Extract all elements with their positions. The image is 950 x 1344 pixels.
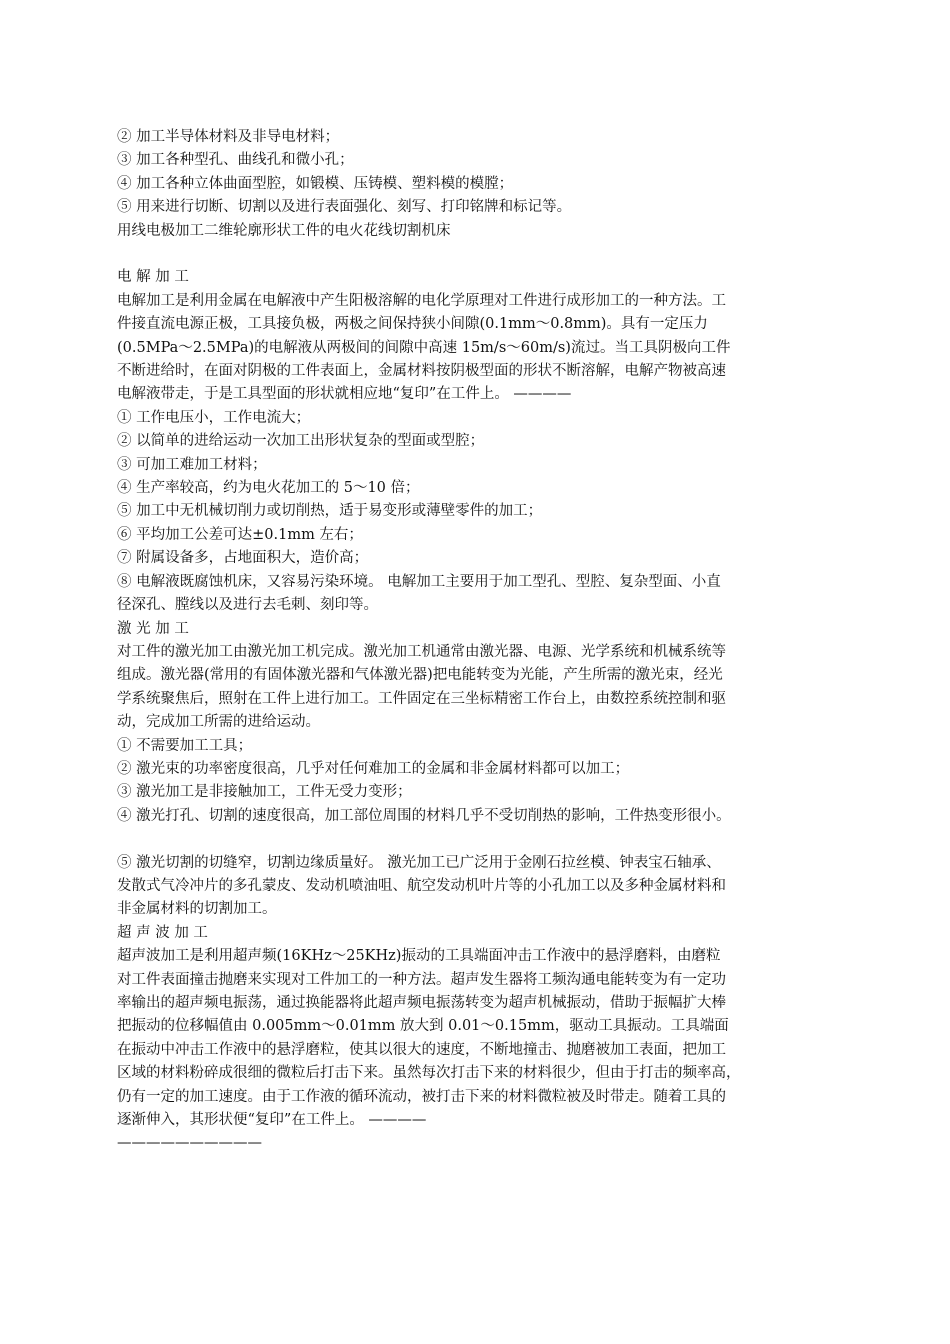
list-item-ecm-1: ① 工作电压小，工作电流大； (117, 409, 311, 426)
paragraph-line: 超声波加工是利用超声频(16KHz～25KHz)振动的工具端面冲击工作液中的悬浮磨料，由磨粒 (117, 948, 721, 965)
paragraph-line: 电解加工是利用金属在电解液中产生阳极溶解的电化学原理对工件进行成形加工的一种方法。工 (117, 292, 726, 309)
paragraph-line: 区域的材料粉碎成很细的微粒后打击下来。虽然每次打击下来的材料很少，但由于打击的频率高， (117, 1065, 741, 1082)
section-heading-laser: 激 光 加 工 (117, 620, 189, 637)
paragraph-line: 非金属材料的切割加工。 (117, 901, 277, 918)
dash-rule: —————————— (117, 1135, 262, 1152)
list-item-ecm-8: ⑧ 电解液既腐蚀机床，又容易污染环境。 电解加工主要用于加工型孔、型腔、复杂型面、小直 (117, 573, 721, 590)
paragraph-line: 电解液带走，于是工具型面的形状就相应地“复印”在工件上。 ———— (117, 386, 572, 403)
paragraph-line: 径深孔、膛线以及进行去毛刺、刻印等。 (117, 597, 378, 614)
paragraph-line: 组成。激光器(常用的有固体激光器和气体激光器)把电能转变为光能，产生所需的激光束，经光 (117, 667, 723, 684)
blank-line (117, 243, 837, 266)
list-item-edm-2: ② 加工半导体材料及非导电材料； (117, 129, 340, 145)
paragraph-line: 发散式气冷冲片的多孔蒙皮、发动机喷油咀、航空发动机叶片等的小孔加工以及多种金属材料和 (117, 877, 726, 894)
list-item-laser-3: ③ 激光加工是非接触加工，工件无受力变形； (117, 784, 412, 801)
paragraph-line: 对工件表面撞击抛磨来实现对工件加工的一种方法。超声发生器将工频沟通电能转变为有一定功 (117, 971, 726, 988)
section-heading-electrolytic: 电 解 加 工 (117, 269, 189, 286)
paragraph-line: 逐渐伸入，其形状便“复印”在工件上。 ———— (117, 1112, 427, 1129)
list-item-edm-5: ⑤ 用来进行切断、切割以及进行表面强化、刻写、打印铭牌和标记等。 (117, 199, 572, 216)
list-item-edm-3: ③ 加工各种型孔、曲线孔和微小孔； (117, 152, 354, 169)
paragraph-line: 件接直流电源正极，工具接负极，两极之间保持狭小间隙(0.1mm～0.8mm)。具有一定压力 (117, 316, 708, 333)
paragraph-line: 仍有一定的加工速度。由于工作液的循环流动，被打击下来的材料微粒被及时带走。随着工具的 (117, 1088, 726, 1105)
paragraph-line: 学系统聚焦后，照射在工件上进行加工。工件固定在三坐标精密工作台上，由数控系统控制和驱 (117, 690, 726, 707)
list-item-ecm-2: ② 以简单的进给运动一次加工出形状复杂的型面或型腔； (117, 433, 485, 450)
list-item-ecm-5: ⑤ 加工中无机械切削力或切削热，适于易变形或薄壁零件的加工； (117, 503, 543, 520)
list-item-edm-4: ④ 加工各种立体曲面型腔，如锻模、压铸模、塑料模的模膛； (117, 175, 514, 192)
paragraph-line: 把振动的位移幅值由 0.005mm～0.01mm 放大到 0.01～0.15mm，驱动工具振动。工具端面 (117, 1018, 729, 1035)
document-body (117, 126, 837, 1156)
section-heading-ultrasonic: 超 声 波 加 工 (117, 924, 208, 941)
paragraph-line: 率输出的超声频电振荡，通过换能器将此超声频电振荡转变为超声机械振动，借助于振幅扩大棒 (117, 995, 726, 1011)
list-item-ecm-7: ⑦ 附属设备多，占地面积大，造价高； (117, 550, 369, 567)
paragraph-line: 不断进给时，在面对阴极的工件表面上，金属材料按阴极型面的形状不断溶解，电解产物被高速 (117, 363, 726, 380)
wire-edm-caption: 用线电极加工二维轮廓形状工件的电火花线切割机床 (117, 222, 451, 239)
paragraph-line: (0.5MPa～2.5MPa)的电解液从两极间的间隙中高速 15m/s～60m/s)流过。当工具阴极向工件 (117, 339, 731, 356)
paragraph-line: 在振动中冲击工作液中的悬浮磨粒，使其以很大的速度，不断地撞击、抛磨被加工表面，把加工 (117, 1041, 726, 1058)
list-item-laser-5: ⑤ 激光切割的切缝窄，切割边缘质量好。 激光加工已广泛用于金刚石拉丝模、钟表宝石轴承、 (117, 854, 721, 871)
list-item-laser-4: ④ 激光打孔、切割的速度很高，加工部位周围的材料几乎不受切削热的影响，工件热变形很小。 (117, 807, 731, 824)
paragraph-line: 动，完成加工所需的进给运动。 (117, 714, 320, 731)
blank-line (117, 828, 837, 851)
paragraph-line: 对工件的激光加工由激光加工机完成。激光加工机通常由激光器、电源、光学系统和机械系统等 (117, 643, 726, 660)
list-item-laser-2: ② 激光束的功率密度很高，几乎对任何难加工的金属和非金属材料都可以加工； (117, 760, 630, 777)
list-item-ecm-3: ③ 可加工难加工材料； (117, 456, 267, 473)
list-item-ecm-4: ④ 生产率较高，约为电火花加工的 5～10 倍； (117, 480, 420, 497)
list-item-laser-1: ① 不需要加工工具； (117, 737, 253, 754)
list-item-ecm-6: ⑥ 平均加工公差可达±0.1mm 左右； (117, 526, 363, 543)
